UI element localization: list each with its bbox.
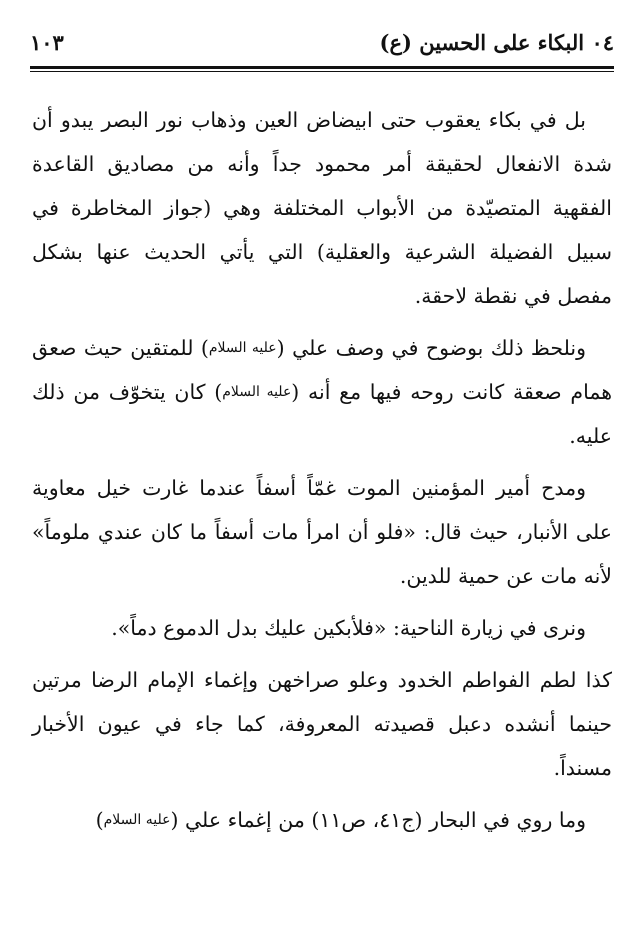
header-rule-thin: [30, 71, 614, 72]
honorific-glyph: عليه السلام: [103, 812, 171, 828]
text-segment: ونلحظ ذلك بوضوح في وصف علي (: [276, 336, 586, 360]
text-segment: وما روي في البحار (ج٤١، ص١١) من إغماء علي (: [170, 808, 586, 832]
paragraph: [32, 326, 612, 458]
header-title: ٠٤ البكاء على الحسين (ع): [379, 30, 614, 55]
text-segment: ) للمتقين حيث صعق همام صعقة كانت روحه فيها مع أنه (: [32, 336, 613, 404]
paragraph: ومدح أمير المؤمنين الموت غمّاً أسفاً عندما غارت خيل معاوية على الأنبار، حيث قال: «فلو أن امرأ مات أسفاً ما كان عندي ملوماً» لأنه مات عن حمية للدين.: [32, 476, 612, 588]
honorific-glyph: عليه السلام: [222, 384, 292, 400]
text-segment: ): [95, 808, 104, 832]
paragraph: ونرى في زيارة الناحية: «فلأبكين عليك بدل الدموع دماً».: [111, 616, 586, 640]
header-rule-thick: [30, 66, 614, 69]
running-header: [30, 30, 614, 64]
paragraph: [32, 798, 612, 842]
honorific-glyph: عليه السلام: [208, 340, 277, 356]
paragraph: كذا لطم الفواطم الخدود وعلو صراخهن وإغماء الإمام الرضا مرتين حينما أنشده دعبل قصيدته المعروفة، كما جاء في عيون الأخبار مسنداً.: [32, 668, 612, 780]
paragraph: بل في بكاء يعقوب حتى ابيضاض العين وذهاب نور البصر يبدو أن شدة الانفعال لحقيقة أمر محمود جداً وأنه من مصاديق القاعدة الفقهية المتصيّدة من الأبواب المختلفة وهي (جواز المخاطرة في سبيل الفضيلة الشرعية والعقلية) التي يأتي الحديث عنها بشكل مفصل في نقطة لاحقة.: [32, 108, 612, 308]
text-segment: ) كان يتخوّف من ذلك عليه.: [32, 380, 612, 448]
body-text: [32, 98, 612, 850]
page-number: ١٠٣: [30, 30, 64, 55]
